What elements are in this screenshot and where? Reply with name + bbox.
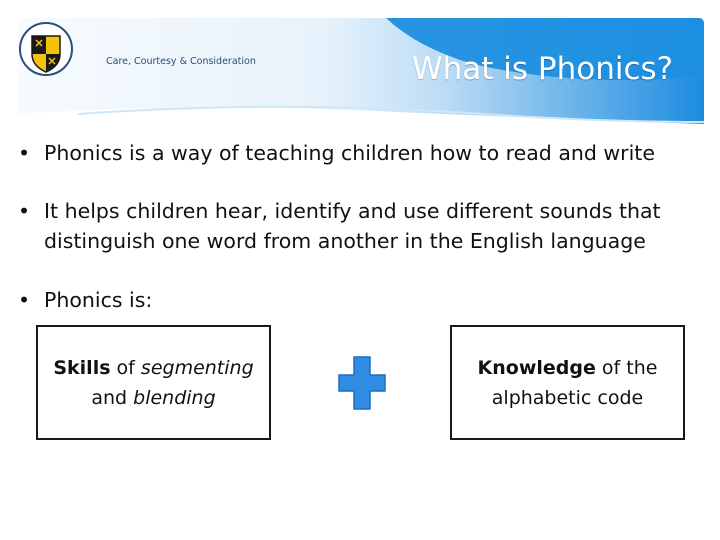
bullet-marker: • <box>18 288 31 312</box>
bullet-marker: • <box>18 199 31 223</box>
knowledge-line-1 <box>452 353 683 383</box>
knowledge-box <box>450 325 685 440</box>
skills-plain: of <box>110 357 141 379</box>
knowledge-plain: of the <box>595 357 658 379</box>
bullet-text-line-2: distinguish one word from another in the English language <box>44 229 646 253</box>
knowledge-bold: Knowledge <box>477 357 596 379</box>
school-crest-icon <box>18 18 74 80</box>
bullet-text: Phonics is a way of teaching children how to read and write <box>44 141 655 165</box>
school-motto: Care, Courtesy & Consideration <box>106 56 256 67</box>
bullet-text-line-1: It helps children hear, identify and use different sounds that <box>44 199 661 223</box>
skills-bold: Skills <box>53 357 111 379</box>
header-banner <box>18 18 704 126</box>
skills-box <box>36 325 271 440</box>
skills-line-1 <box>38 353 269 383</box>
bullet-marker: • <box>18 141 31 165</box>
skills-italic-2: blending <box>133 387 216 409</box>
page-title: What is Phonics? <box>412 51 674 87</box>
skills-italic: segmenting <box>140 357 254 379</box>
skills-line-2 <box>38 383 269 413</box>
skills-plain-2: and <box>91 387 134 409</box>
plus-icon <box>338 356 386 410</box>
knowledge-line-2: alphabetic code <box>491 387 644 409</box>
bullet-text: Phonics is: <box>44 288 153 312</box>
